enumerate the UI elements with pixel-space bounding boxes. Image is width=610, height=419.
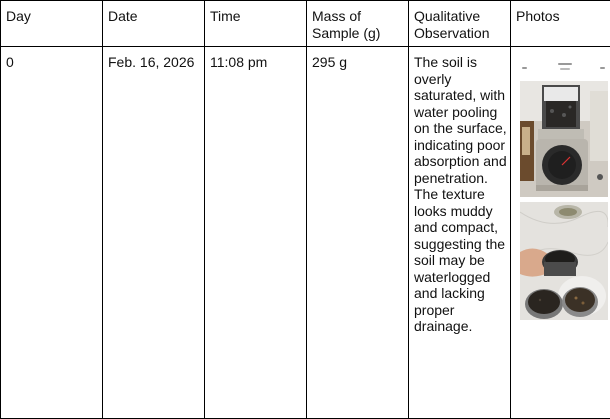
header-day: Day	[1, 1, 103, 47]
soil-in-cup-photo	[520, 202, 608, 320]
cell-mass: 295 g	[307, 47, 409, 419]
header-observation: Qualitative Observation	[409, 1, 511, 47]
phone-screenshot	[520, 59, 608, 194]
header-photos: Photos	[511, 1, 610, 47]
header-date: Date	[103, 1, 205, 47]
cell-time: 11:08 pm	[205, 47, 307, 419]
header-mass: Mass of Sample (g)	[307, 1, 409, 47]
table-row	[1, 47, 610, 419]
table-header-row	[1, 1, 610, 47]
cell-observation: The soil is overly saturated, with water pooling on the surface, indicating poor absorption and penetration. The texture looks muddy and compact, suggesting the soil may be waterlogged and lacking proper drainage.	[409, 47, 511, 419]
header-time: Time	[205, 1, 307, 47]
soil-on-scale-photo	[520, 81, 608, 197]
phone-status-bar	[520, 59, 608, 81]
cell-photos	[511, 47, 610, 419]
cell-day: 0	[1, 47, 103, 419]
cell-date: Feb. 16, 2026	[103, 47, 205, 419]
